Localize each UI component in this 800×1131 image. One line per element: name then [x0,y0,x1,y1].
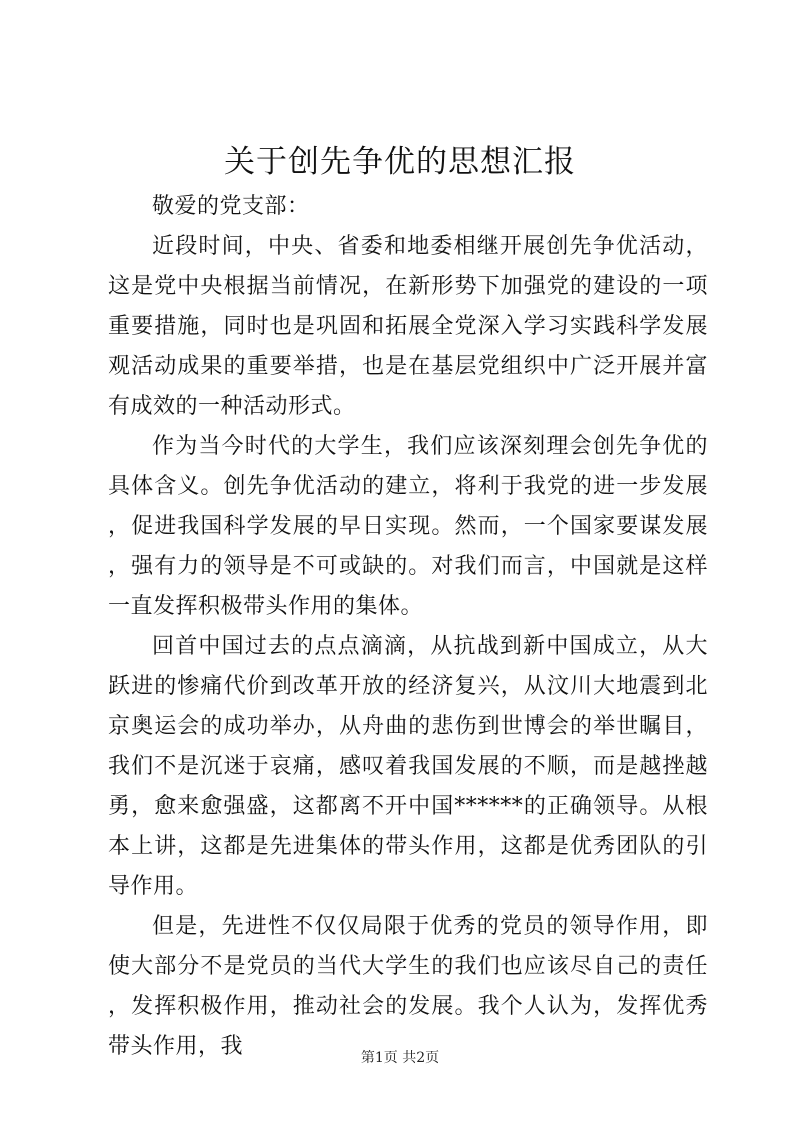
document-body [108,187,708,1067]
paragraph-2: 作为当今时代的大学生，我们应该深刻理会创先争优的具体含义。创先争优活动的建立，将利于我党的进一步发展，促进我国科学发展的早日实现。然而，一个国家要谋发展，强有力的领导是不可或缺的。对我们而言，中国就是这样一直发挥积极带头作用的集体。 [108,434,708,619]
paragraph-1: 近段时间，中央、省委和地委相继开展创先争优活动，这是党中央根据当前情况，在新形势下加强党的建设的一项重要措施，同时也是巩固和拓展全党深入学习实践科学发展观活动成果的重要举措，也是在基层党组织中广泛开展并富有成效的一种活动形式。 [108,234,708,419]
document-title: 关于创先争优的思想汇报 [224,144,576,180]
salutation: 敬爱的党支部： [152,194,310,219]
paragraph-3: 回首中国过去的点点滴滴，从抗战到新中国成立，从大跃进的惨痛代价到改革开放的经济复兴，从汶川大地震到北京奥运会的成功举办，从舟曲的悲伤到世博会的举世瞩目，我们不是沉迷于哀痛，感叹着我国发展的不顺，而是越挫越勇，愈来愈强盛，这都离不开中国******的正确领导。从根本上讲，这都是先进集体的带头作用，这都是优秀团队的引导作用。 [108,634,708,899]
paragraph-4: 但是，先进性不仅仅局限于优秀的党员的领导作用，即使大部分不是党员的当代大学生的我们也应该尽自己的责任，发挥积极作用，推动社会的发展。我个人认为，发挥优秀带头作用，我 [108,914,708,1059]
page-footer: 第1页 共2页 [360,1050,440,1066]
